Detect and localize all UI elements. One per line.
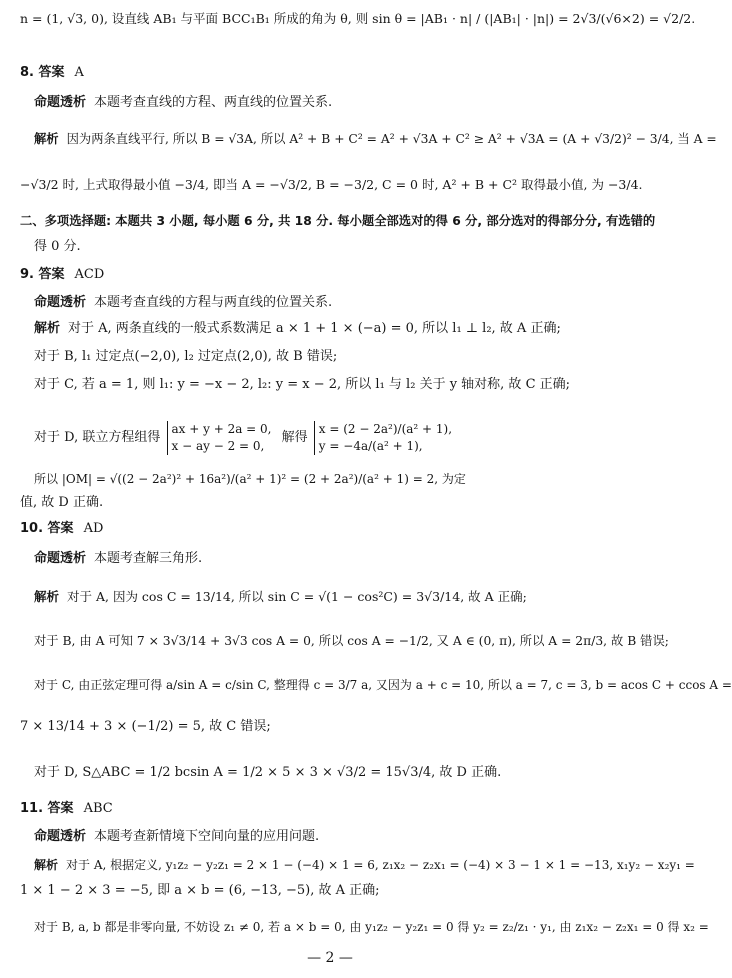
q9-d-post: 所以 |OM| = √((2 − 2a²)² + 16a²)/(a² + 1)² = (2 + 2a²)/(a² + 1) = 2, 为定 <box>34 472 466 486</box>
q9-d-sol1: x = (2 − 2a²)/(a² + 1), <box>318 421 453 436</box>
q9-d-eq2: x − ay − 2 = 0, <box>171 438 265 453</box>
q11-touxi-label: 命题透析 <box>34 829 87 844</box>
q10-answer: AD <box>83 521 104 536</box>
q9-jiexi-a <box>34 320 561 338</box>
q10-option-d: 对于 D, S△ABC = 1/2 bcsin A = 1/2 × 5 × 3 × √3/2 = 15√3/4, 故 D 正确. <box>34 765 502 780</box>
q9-d-sol2: y = −4a/(a² + 1), <box>318 438 423 453</box>
q9-d-solution <box>314 421 452 455</box>
q11-option-b: 对于 B, a, b 都是非零向量, 不妨设 z₁ ≠ 0, 若 a × b = 0, 由 y₁z₂ − y₂z₁ = 0 得 y₂ = z₂/z₁ · y₁, 由 z₁x₂ − z₂x₁ = 0 得 x₂ = <box>34 920 709 934</box>
q10-jiexi-label: 解析 <box>34 589 60 604</box>
q11-answer-line <box>20 800 113 818</box>
q8-touxi-label: 命题透析 <box>34 95 87 110</box>
q11-touxi <box>34 828 319 846</box>
page-number: — 2 — <box>307 950 353 966</box>
q9-answer-line <box>20 266 104 284</box>
q10-touxi-label: 命题透析 <box>34 551 87 566</box>
q10-option-c2: 7 × 13/14 + 3 × (−1/2) = 5, 故 C 错误; <box>20 719 271 734</box>
q11-number: 11. 答案 <box>20 801 74 816</box>
q9-answer: ACD <box>74 267 105 282</box>
q8-jiexi-2: −√3/2 时, 上式取得最小值 −3/4, 即当 A = −√3/2, B = −3/2, C = 0 时, A² + B + C² 取得最小值, 为 −3/4. <box>20 177 643 192</box>
q9-d-eq1: ax + y + 2a = 0, <box>171 421 272 436</box>
q11-touxi-text: 本题考查新情境下空间向量的应用问题. <box>94 829 320 844</box>
q9-jiexi-label: 解析 <box>34 321 61 336</box>
q8-touxi <box>34 94 332 112</box>
q10-number: 10. 答案 <box>20 521 74 536</box>
q8-answer: A <box>74 65 84 80</box>
q8-touxi-text: 本题考查直线的方程、两直线的位置关系. <box>94 95 333 110</box>
section2-heading-1: 二、多项选择题: 本题共 3 小题, 每小题 6 分, 共 18 分. 每小题全部选对的得 6 分, 部分选对的得部分分, 有选错的 <box>20 214 656 228</box>
q11-answer: ABC <box>83 801 113 816</box>
section2-heading-2: 得 0 分. <box>34 239 81 254</box>
q8-answer-line <box>20 64 84 82</box>
intro-line: n = (1, √3, 0), 设直线 AB₁ 与平面 BCC₁B₁ 所成的角为 θ, 则 sin θ = |AB₁ · n| / (|AB₁| · |n|) = 2√3/(√6×2) = √2/2. <box>20 11 696 26</box>
q9-touxi-label: 命题透析 <box>34 295 87 310</box>
q10-touxi-text: 本题考查解三角形. <box>94 551 203 566</box>
q10-a-text: 对于 A, 因为 cos C = 13/14, 所以 sin C = √(1 − cos²C) = 3√3/14, 故 A 正确; <box>67 589 527 604</box>
q9-d-mid: 解得 <box>281 430 308 445</box>
q11-a1-text: 对于 A, 根据定义, y₁z₂ − y₂z₁ = 2 × 1 − (−4) × 1 = 6, z₁x₂ − z₂x₁ = (−4) × 3 − 1 × 1 = −13, x₁y₂ − x₂y₁ = <box>66 858 695 872</box>
q9-touxi-text: 本题考查直线的方程与两直线的位置关系. <box>94 295 333 310</box>
q9-option-d <box>34 408 452 468</box>
q10-touxi <box>34 550 202 568</box>
q11-jiexi-a2: 1 × 1 − 2 × 3 = −5, 即 a × b = (6, −13, −5), 故 A 正确; <box>20 883 380 898</box>
q8-jiexi-label: 解析 <box>34 132 59 146</box>
q8-jiexi-1 <box>34 130 717 148</box>
q9-touxi <box>34 294 332 312</box>
q10-answer-line <box>20 520 103 538</box>
q9-number: 9. 答案 <box>20 267 65 282</box>
q10-option-c1: 对于 C, 由正弦定理可得 a/sin A = c/sin C, 整理得 c = 3/7 a, 又因为 a + c = 10, 所以 a = 7, c = 3, b = acos C + ccos A = <box>34 678 732 692</box>
q11-jiexi-label: 解析 <box>34 858 59 872</box>
q11-jiexi-a1 <box>34 856 695 874</box>
q9-d-pre: 对于 D, 联立方程组得 <box>34 430 161 445</box>
q8-number: 8. 答案 <box>20 65 65 80</box>
q9-d-system <box>167 421 272 455</box>
q9-d-end: 值, 故 D 正确. <box>20 495 104 510</box>
q9-option-c: 对于 C, 若 a = 1, 则 l₁: y = −x − 2, l₂: y = x − 2, 所以 l₁ 与 l₂ 关于 y 轴对称, 故 C 正确; <box>34 377 571 392</box>
q10-jiexi-a <box>34 588 527 606</box>
q9-option-b: 对于 B, l₁ 过定点(−2,0), l₂ 过定点(2,0), 故 B 错误; <box>34 349 338 364</box>
q10-option-b: 对于 B, 由 A 可知 7 × 3√3/14 + 3√3 cos A = 0, 所以 cos A = −1/2, 又 A ∈ (0, π), 所以 A = 2π/3, 故 B 错误; <box>34 634 669 648</box>
q9-jiexi-a-text: 对于 A, 两条直线的一般式系数满足 a × 1 + 1 × (−a) = 0, 所以 l₁ ⊥ l₂, 故 A 正确; <box>68 321 561 336</box>
q8-jiexi-text-1: 因为两条直线平行, 所以 B = √3A, 所以 A² + B + C² = A² + √3A + C² ≥ A² + √3A = (A + √3/2)² − 3/4, 当 A = <box>66 132 717 146</box>
